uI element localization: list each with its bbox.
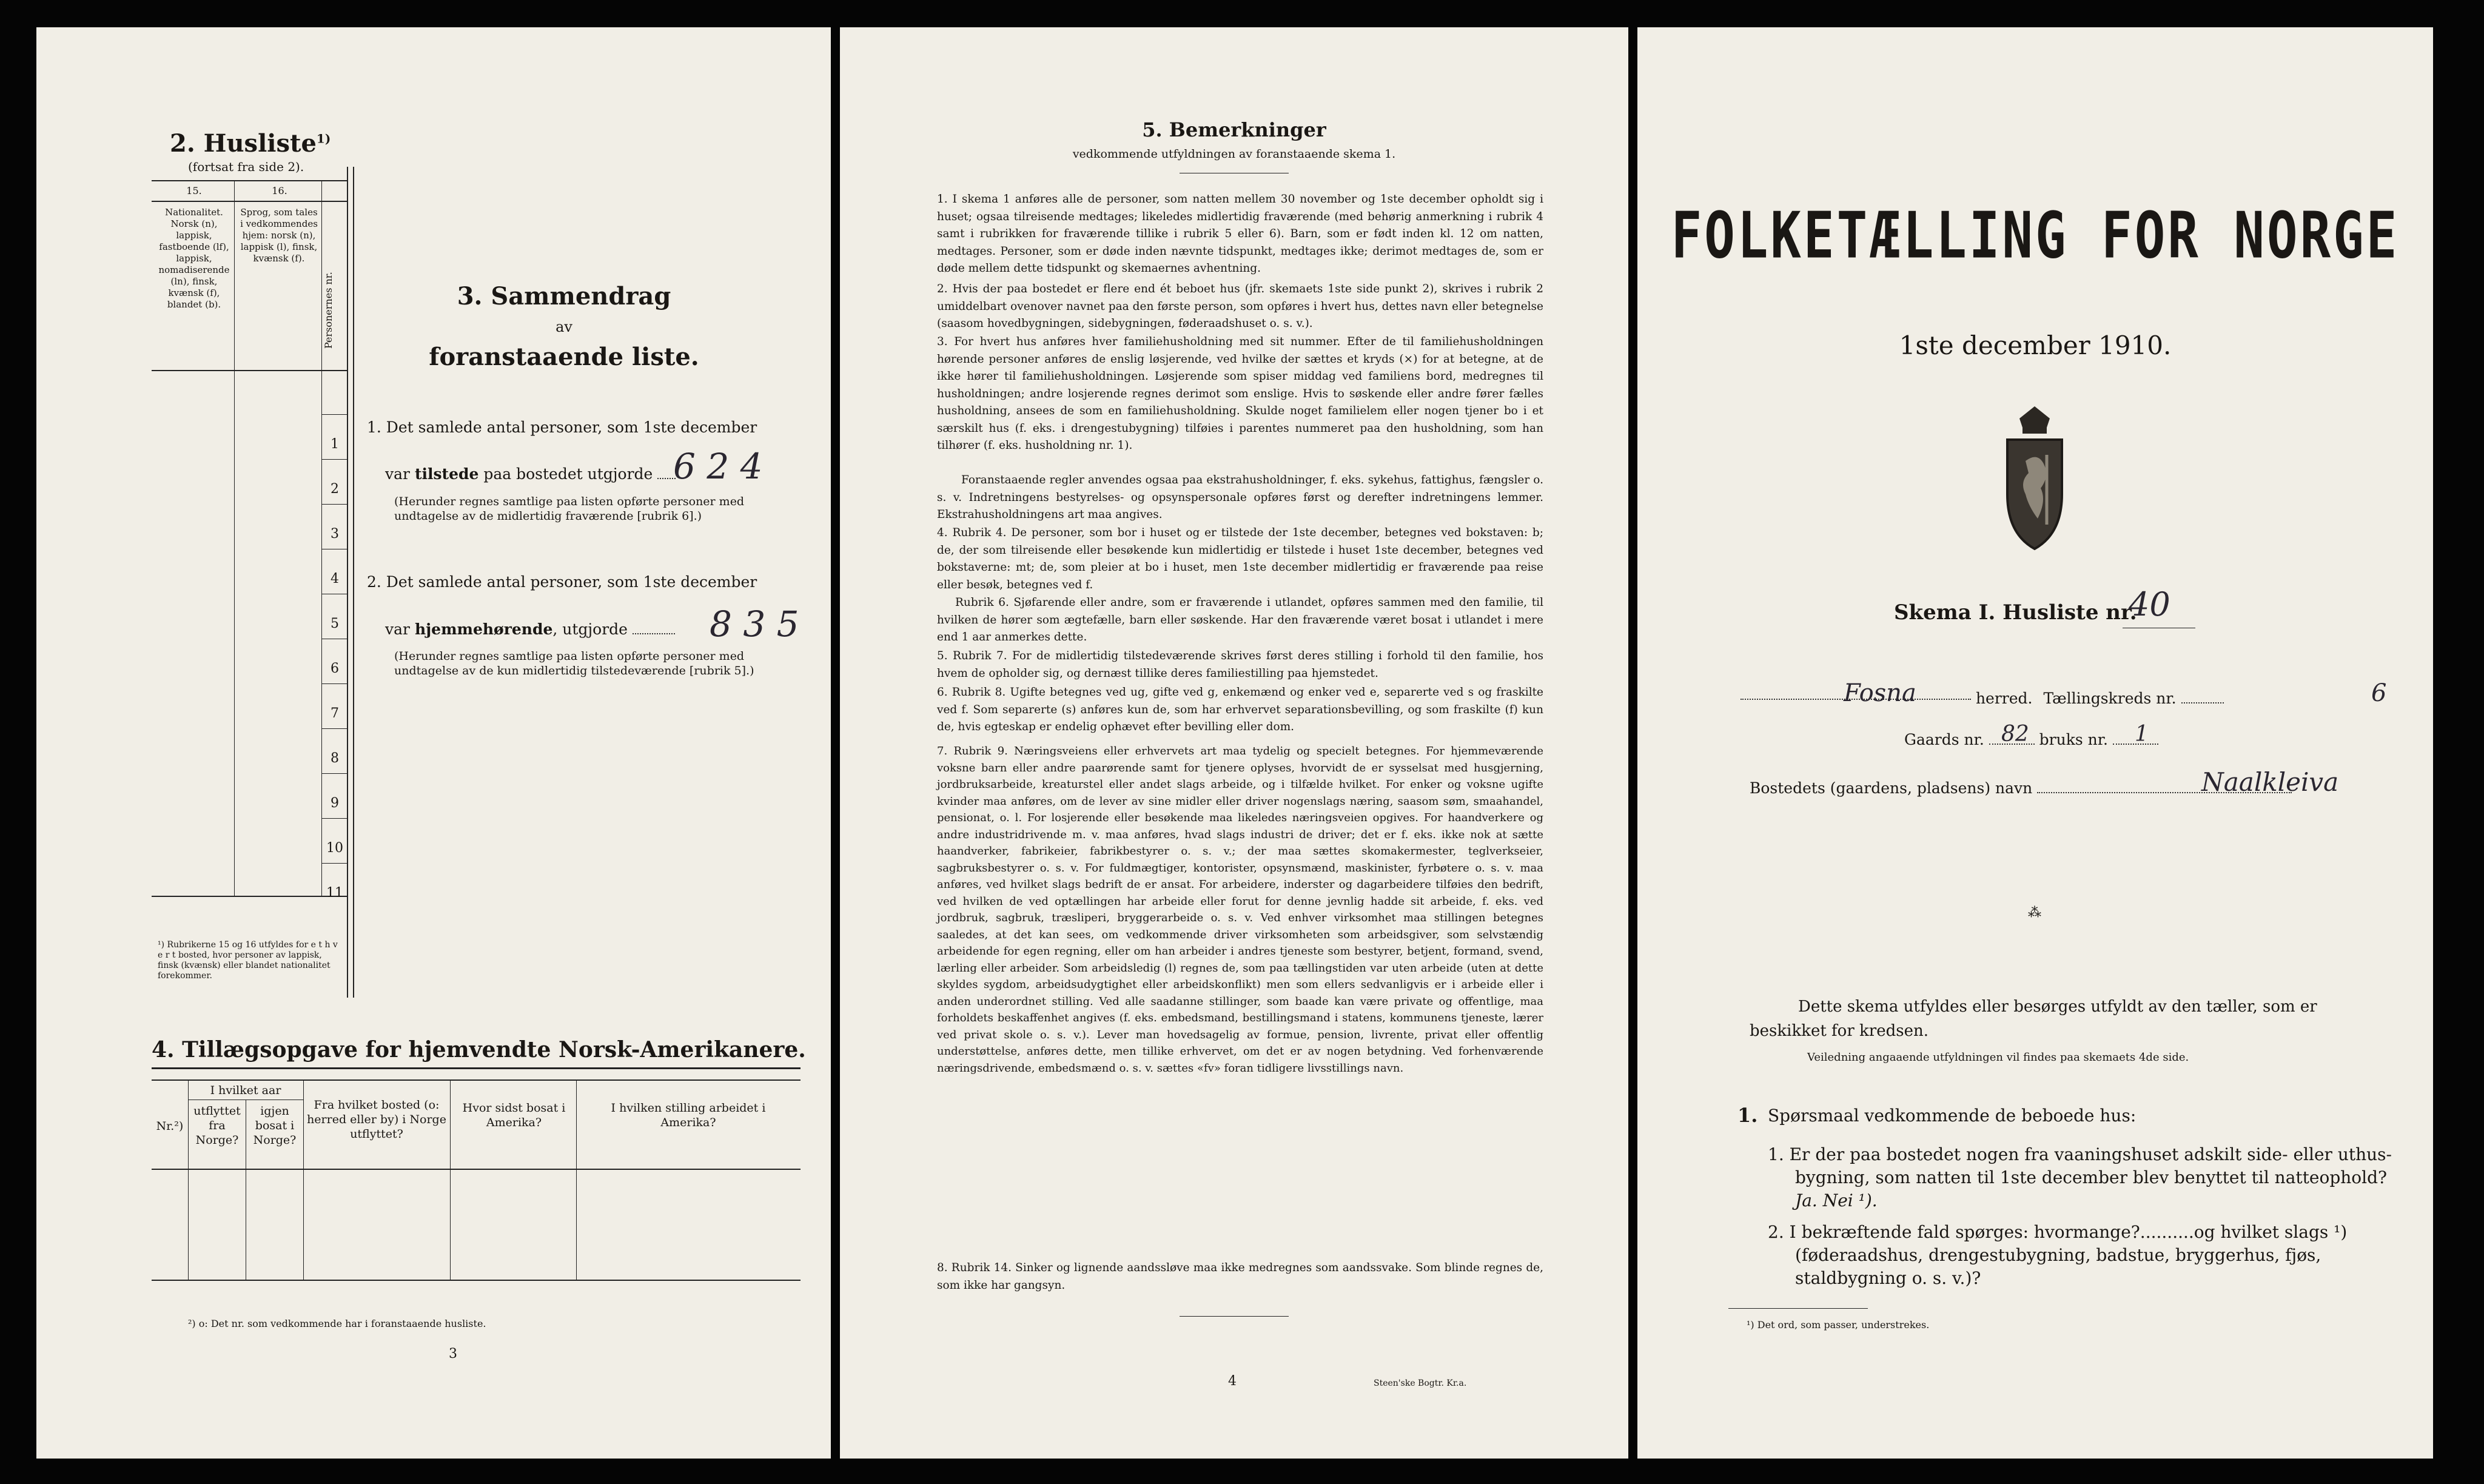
remark-paragraph-4b: Rubrik 6. Sjøfarende eller andre, som er fraværende i utlandet, opføres sammen med den familie, til hvilken de hører som ægtefælle, barn eller søskende. Har den fraværende været bosat i utlandet i mere end 1 aar anmerkes dette. — [937, 596, 1543, 643]
left-page — [36, 27, 831, 1459]
col16-header: Sprog, som tales i vedkommendes hjem: norsk (n), lappisk (l), finsk, kvænsk (f). — [240, 207, 318, 264]
item2-post: , utgjorde — [552, 620, 628, 638]
coat-of-arms-icon — [1995, 403, 2074, 555]
husliste-nr-value: 40 — [2129, 585, 2170, 623]
intro-text: Dette skema utfyldes eller besørges utfyldt av den tæller, som er beskikket for kredsen. — [1750, 998, 2317, 1040]
question-heading: Spørsmaal vedkommende de beboede hus: — [1768, 1106, 2137, 1126]
item2-dots — [633, 633, 675, 634]
col15-header: Nationalitet. Norsk (n), lappisk, fastboende (lf), lappisk, nomadiserende (ln), finsk, kvænsk (f), blandet (b). — [158, 207, 230, 310]
remark-paragraph-5: 5. Rubrik 7. For de midlertidig tilstedeværende skrives først deres stilling i forhold til den familie, hos hvem de opholder sig, og dernæst tillike deres familiestilling paa hjemstedet. — [937, 650, 1543, 680]
middle-page — [840, 27, 1628, 1459]
bosted-handwritten-value: Naalkleiva — [2201, 767, 2339, 797]
huslist-title — [170, 129, 331, 158]
right-page — [1637, 27, 2433, 1459]
sec4-divider — [576, 1079, 577, 1280]
sec4-divider — [450, 1079, 451, 1280]
census-date: 1ste december 1910. — [1899, 331, 2172, 360]
item1-bold: tilstede — [414, 465, 479, 483]
remark-paragraph-4: 4. Rubrik 4. De personer, som bor i huset og er tilstede der 1ste december, betegnes ved bokstaven: b; de, der som tilreisende eller besøkende kun midlertidig er tilstede i huset 1ste december, betegnes ved bokstaverne: mt; de, som pleier at bo i huset, men 1ste december midlertidig er fraværende paa reise eller besøk, betegnes ved f. — [937, 526, 1543, 591]
bruks-label: bruks nr. — [2039, 731, 2108, 748]
table-divider — [321, 180, 322, 896]
question-2-text: 2. I bekræftende fald spørges: hvormange?..........og hvilket slags ¹) (føderaadshus, drengestubygning, badstue, bryggerhus, fjøs, staldbygning o. s. v.)? — [1768, 1222, 2348, 1288]
gaards-label: Gaards nr. — [1904, 731, 1984, 748]
remarks-subtitle: vedkommende utfyldningen av foranstaaende skema 1. — [1072, 147, 1396, 161]
table-rule — [152, 370, 347, 371]
remark-paragraph-3b: Foranstaaende regler anvendes ogsaa paa ekstrahusholdninger, f. eks. sykehus, fattighus, fængsler o. s. v. Indretningens bestyrelses- og opsynspersonale opføres først og derefter indretningens lemmer. Ekstrahusholdningens art maa angives. — [937, 474, 1543, 521]
col15-number: 15. — [186, 185, 202, 196]
item2-note: (Herunder regnes samtlige paa listen opførte personer med undtagelse av de kun midlertidig tilstedeværende [rubrik 5].) — [394, 650, 754, 677]
page-number-3: 3 — [449, 1346, 457, 1361]
item1-note: (Herunder regnes samtlige paa listen opførte personer med undtagelse av de midlertidig fraværende [rubrik 6].) — [394, 495, 745, 523]
page-number-4: 4 — [1228, 1374, 1237, 1389]
row-rule — [321, 504, 347, 505]
huslist-title-text: 2. Husliste — [170, 129, 317, 158]
sec4-col-year: I hvilket aar — [210, 1084, 281, 1097]
row-number: 6 — [331, 661, 339, 676]
remarks-title: 5. Bemerkninger — [1142, 118, 1326, 141]
printer-imprint: Steen'ske Bogtr. Kr.a. — [1374, 1378, 1467, 1388]
sec4-divider — [188, 1079, 189, 1280]
remark-paragraph-2: 2. Hvis der paa bostedet er flere end ét beboet hus (jfr. skemaets 1ste side punkt 2), skrives i rubrik 2 umiddelbart ovenover navnet paa den første person, som opføres i hvert hus, dettes navn eller betegnelse (saasom hovedbygningen, sidebygningen, føderaadshuset o. s. v.). — [937, 283, 1543, 330]
col16-number: 16. — [272, 185, 287, 196]
table-divider — [353, 167, 354, 998]
summary-title-list: foranstaaende liste. — [429, 343, 699, 371]
row-number: 5 — [331, 616, 339, 631]
item1-pre: var — [385, 465, 410, 483]
schema-line — [1894, 600, 2137, 625]
item1-handwritten-value: 6 2 4 — [673, 446, 763, 487]
summary-item1-line2 — [385, 465, 676, 483]
summary-title: 3. Sammendrag — [457, 282, 671, 311]
gaards-handwritten-value: 82 — [2001, 722, 2029, 747]
row-rule — [321, 773, 347, 774]
row-number: 9 — [331, 796, 339, 811]
table-rule — [152, 180, 347, 181]
footnote-rule — [1728, 1308, 1868, 1309]
herred-label: herred. — [1975, 690, 2033, 707]
table-divider — [234, 180, 235, 896]
table-rule — [152, 201, 347, 202]
schema-label: Skema I. Husliste nr. — [1894, 600, 2137, 625]
herred-line — [1740, 690, 2408, 707]
row-number: 1 — [331, 437, 339, 452]
bosted-label: Bostedets (gaardens, pladsens) navn — [1750, 779, 2033, 797]
bruks-handwritten-value: 1 — [2135, 722, 2149, 747]
question-1-text: 1. Er der paa bostedet nogen fra vaaningshuset adskilt side- eller uthus-bygning, som natten til 1ste december blev benyttet til natteophold? — [1768, 1144, 2392, 1187]
row-rule — [321, 863, 347, 864]
item2-bold: hjemmehørende — [414, 620, 553, 638]
sec4-title: 4. Tillægsopgave for hjemvendte Norsk-Amerikanere. — [152, 1037, 806, 1063]
sec4-col-nr: Nr.²) — [156, 1120, 184, 1133]
guide-text: Veiledning angaaende utfyldningen vil findes paa skemaets 4de side. — [1807, 1051, 2189, 1064]
question-1 — [1768, 1143, 2395, 1212]
summary-title-av: av — [556, 318, 572, 335]
remark-paragraph-8: 8. Rubrik 14. Sinker og lignende aandssløve maa ikke medregnes som aandssvake. Som blinde regnes de, som ikke har gangsyn. — [937, 1261, 1543, 1292]
question-heading-number: 1. — [1737, 1104, 1758, 1127]
census-title: FOLKETÆLLING FOR NORGE — [1671, 198, 2400, 273]
row-number: 7 — [331, 706, 339, 721]
question-1-answer: Ja. Nei ¹). — [1795, 1190, 1878, 1210]
sec4-top-rule — [152, 1067, 801, 1069]
item2-handwritten-value: 8 3 5 — [710, 603, 799, 645]
gaards-line — [1904, 731, 2158, 748]
krets-field — [2181, 702, 2224, 703]
huslist-sup: 1) — [316, 131, 331, 146]
remark-paragraph-3: 3. For hvert hus anføres hver familiehusholdning med sit nummer. Efter de til familiehusholdningen hørende personer anføres de enslig løsjerende, ved hvilke der sættes et kryds (×) for at betegne, at de ikke hører til familiehusholdningen. Løsjerende som spiser middag ved familiens bord, medregnes til husholdningen; andre losjerende regnes derimot som enslige. Hvis to søskende eller andre fører fælles husholdning, ansees de som en familiehusholdning. Skulde noget familielem eller nogen tjener bo i et særskilt hus (f. eks. i drengestubygning) tilføies i parentes nummeret paa den husholdning, som han tilhører (f. eks. husholdning nr. 1). — [937, 335, 1543, 452]
row-number: 3 — [331, 526, 339, 542]
remark-paragraph-6: 6. Rubrik 8. Ugifte betegnes ved ug, gifte ved g, enkemænd og enker ved e, separerte ved s og fraskilte ved f. Som separerte (s) anføres kun de, som har erhvervet separationsbevilling, og som fraskilte (f) kun de, hvis egteskap er endelig ophævet efter bevilling eller dom. — [937, 686, 1543, 733]
summary-item1-line1: 1. Det samlede antal personer, som 1ste december — [367, 418, 757, 436]
row-rule — [321, 683, 347, 684]
sec4-col-place: Fra hvilket bosted (o: herred eller by) i Norge utflyttet? — [307, 1098, 446, 1141]
item1-post: paa bostedet utgjorde — [483, 465, 653, 483]
krets-label: Tællingskreds nr. — [2043, 690, 2177, 707]
table-bottom-rule — [152, 896, 347, 897]
row-rule — [321, 459, 347, 460]
sec4-rule — [152, 1079, 801, 1081]
huslist-footnote: ¹) Rubrikerne 15 og 16 utfyldes for e t h v e r t bosted, hvor personer av lappisk, finsk (kvænsk) eller blandet nationalitet forekommer. — [158, 940, 338, 981]
remark-paragraph-1: 1. I skema 1 anføres alle de personer, som natten mellem 30 november og 1ste december opholdt sig i huset; ogsaa tilreisende medtages; likeledes midlertidig fraværende (med behørig anmerkning i rubrik 4 samt i rubrikken for fraværende tillike i rubrik 5 eller 6). Barn, som er født inden kl. 12 om natten, medtages. Personer, som er døde inden nævnte tidspunkt, medtages ikke; derimot medtages de, som er døde mellem dette tidspunkt og skemaernes avhentning. — [937, 193, 1543, 275]
row-rule — [321, 414, 347, 415]
row-rule — [321, 728, 347, 729]
krets-handwritten-value: 6 — [2371, 679, 2387, 707]
row-number: 11 — [326, 885, 343, 901]
sec4-rule — [152, 1169, 801, 1170]
sec4-col-last: Hvor sidst bosat i Amerika? — [462, 1101, 566, 1129]
sec4-col-year-out: utflyttet fra Norge? — [193, 1104, 241, 1147]
huslist-subtitle: (fortsat fra side 2). — [188, 159, 304, 174]
table-divider — [347, 167, 348, 998]
sec4-col-job: I hvilken stilling arbeidet i Amerika? — [611, 1101, 766, 1129]
row-rule — [321, 818, 347, 819]
sec4-footnote: ²) o: Det nr. som vedkommende har i foranstaaende husliste. — [188, 1318, 486, 1329]
row-number: 2 — [331, 482, 339, 497]
sec4-divider — [303, 1079, 304, 1280]
row-number: 10 — [326, 841, 343, 856]
summary-item2-line2 — [385, 620, 675, 638]
sec4-col-year-back: igjen bosat i Norge? — [253, 1104, 297, 1147]
row-number: 4 — [331, 571, 339, 586]
summary-item2-line1: 2. Det samlede antal personer, som 1ste december — [367, 573, 757, 591]
ornament-divider: ⁂ — [2028, 905, 2041, 921]
item2-pre: var — [385, 620, 410, 638]
herred-handwritten-value: Fosna — [1844, 679, 1916, 707]
sec4-rule — [152, 1280, 801, 1281]
row-number: 8 — [331, 751, 339, 766]
right-footnote: ¹) Det ord, som passer, understrekes. — [1747, 1319, 1930, 1331]
remarks-end-rule — [1180, 1316, 1289, 1317]
col17-header: Personernes nr. — [323, 272, 334, 349]
remark-paragraph-7: 7. Rubrik 9. Næringsveiens eller erhvervets art maa tydelig og specielt betegnes. For hjemmeværende voksne barn eller andre paarørende samt for tjenere oplyses, hvorvidt de er sysselsat med husgjerning, jordbruksarbeide, kreaturstel eller andet slags arbeide, og i tilfælde hvilket. For enker og voksne ugifte kvinder maa anføres, om de lever av sine midler eller driver nogenslags næring, saasom søm, smaahandel, pensionat, o. l. For losjerende eller besøkende maa likeledes næringsveien opgives. For haandverkere og andre industridrivende m. v. maa anføres, hvad slags industri de driver; det er f. eks. ikke nok at sætte haandverker, fabrikeier, fabrikbestyrer o. s. v.; der maa sættes skomakermester, teglverkseier, sagbruksbestyrer o. s. v. For fuldmægtiger, kontorister, opsynsmænd, maskinister, fyrbøtere o. s. v. maa anføres, ved hvilket slags bedrift de er ansat. For arbeidere, inderster og dagarbeidere tilføies den bedrift, ved hvilken de ved optællingen har arbeide eller forut for denne jevnlig hadde sit arbeide, f. eks. ved jordbruk, sagbruk, træsliperi, bryggerarbeide o. s. v. Ved enhver virksomhet maa stillingen betegnes saaledes, at det kan sees, om vedkommende driver virksomheten som arbeidsgiver, som selvstændig arbeidende for egen regning, eller om han arbeider i andres tjeneste som bestyrer, betjent, formand, svend, lærling eller arbeider. Som arbeidsledig (l) regnes de, som paa tællingstiden var uten arbeide (uten at dette skyldes sygdom, arbeidsudygtighet eller arbeidskonflikt) men som ellers sedvanligvis er i arbeide eller i anden underordnet stilling. Ved alle saadanne stillinger, som baade kan være private og offentlige, maa forholdets beskaffenhet angives (f. eks. embedsmand, bestillingsmand i statens, kommunens tjeneste, lærer ved privat skole o. s. v.). Lever man hovedsagelig av formue, pension, livrente, privat eller offentlig understøttelse, anføres dette, men tillike erhvervet, om det er av nogen betydning. Ved forhenværende næringsdrivende, embedsmænd o. s. v. sættes «fv» foran tidligere livsstillings navn. — [937, 745, 1543, 1075]
